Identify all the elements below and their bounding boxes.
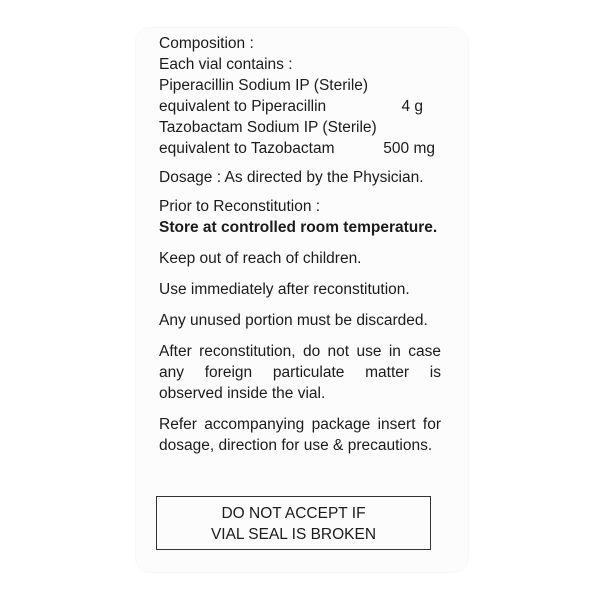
keep-out-of-reach: Keep out of reach of children. — [159, 250, 362, 267]
composition-heading: Composition : — [159, 35, 254, 52]
storage-instruction: Store at controlled room temperature. — [159, 219, 438, 236]
piperacillin-row — [159, 96, 441, 117]
dosage-text: Dosage : As directed by the Physician. — [159, 169, 424, 186]
tazobactam-quantity: 500 mg — [383, 140, 435, 157]
label-text-block — [159, 33, 441, 456]
use-immediately: Use immediately after reconstitution. — [159, 281, 410, 298]
seal-warning-box — [156, 496, 431, 550]
package-insert-note: Refer accompanying package insert for dosage, direction for use & precautions. — [159, 416, 441, 454]
storage-heading: Prior to Reconstitution : — [159, 198, 321, 215]
piperacillin-quantity: 4 g — [401, 98, 423, 115]
tazobactam-row — [159, 138, 441, 159]
each-vial-contains: Each vial contains : — [159, 56, 293, 73]
seal-warning-line1: DO NOT ACCEPT IF — [221, 505, 366, 522]
piperacillin-salt: Piperacillin Sodium IP (Sterile) — [159, 77, 369, 94]
discard-unused: Any unused portion must be discarded. — [159, 312, 428, 329]
piperacillin-equivalent: equivalent to Piperacillin — [159, 98, 327, 115]
tazobactam-equivalent: equivalent to Tazobactam — [159, 140, 335, 157]
seal-warning-line2: VIAL SEAL IS BROKEN — [210, 526, 377, 543]
particulate-warning: After reconstitution, do not use in case any foreign particulate matter is observed inside the vial. — [159, 343, 441, 402]
tazobactam-salt: Tazobactam Sodium IP (Sterile) — [159, 119, 377, 136]
